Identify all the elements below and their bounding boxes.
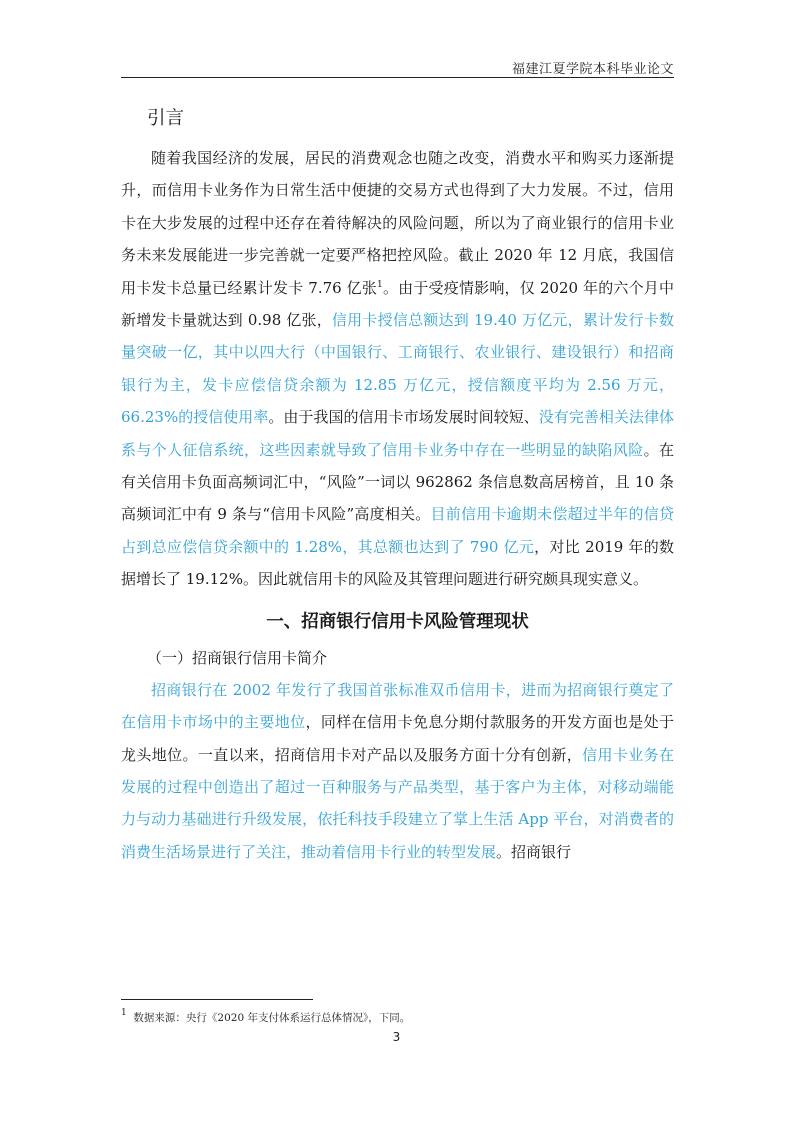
section-title-intro: 引言 — [147, 108, 185, 129]
footnote-mark: 1 — [121, 1008, 127, 1018]
text-run: ，同样在信用卡免息分期付款服务的开发方面也是处于龙头地位。一直以来，招商信用卡对产品以及服务方面十分有创新， — [121, 713, 674, 764]
highlighted-text: 信用卡业务在发展的过程中创造出了超过一百种服务与产品类型，基于客户为主体，对移动端能力与动力基础进行升级发展，依托科技手段建立了掌上生活 App 平台，对消费者的消费生活场景进行了关注，推动着信用卡行业的转型发展 — [121, 745, 674, 861]
text-run: 。招商银行 — [496, 842, 572, 861]
highlighted-text: 目前信用卡逾期未偿超过半年的信贷占到总应偿信贷余额中的 1.28%，其总额也达到了 790 亿元 — [121, 505, 674, 556]
footnote — [121, 1010, 410, 1025]
text-run: 。在有关信用卡负面高频词汇中，“风险”一词以 962862 条信息数高居榜首，且 10 条高频词汇中有 9 条与“信用卡风险”高度相关。 — [121, 440, 674, 524]
text-run: 随着我国经济的发展，居民的消费观念也随之改变，消费水平和购买力逐渐提升，而信用卡业务作为日常生活中便捷的交易方式也得到了大力发展。不过，信用卡在大步发展的过程中还存在着待解决的风险问题，所以为了商业银行的信用卡业务未来发展能进一步完善就一定要严格把控风险。截止 2020 年 12 月底，我国信用卡发卡总量已经累计发卡 7.76 亿张 — [121, 149, 674, 297]
highlighted-text: 招商银行在 2002 年发行了我国首张标准双币信用卡，进而为招商银行奠定了在信用卡市场中的主要地位 — [121, 680, 674, 732]
header-rule — [121, 77, 674, 78]
running-header: 福建江夏学院本科毕业论文 — [511, 62, 674, 77]
main-content — [121, 104, 674, 868]
text-run: 。由于我国的信用卡市场发展时间较短、 — [268, 408, 539, 427]
subsection-heading: （一）招商银行信用卡简介 — [147, 648, 328, 667]
highlighted-text: 没有完善相关法律体系与个人征信系统，这些因素就导致了信用卡业务中存在一些明显的缺陷风险 — [121, 408, 674, 459]
footnote-ref: 1 — [377, 279, 383, 290]
text-run: 。由于受疫情影响，仅 2020 年的六个月中新增发卡量就达到 0.98 亿张， — [121, 278, 674, 330]
page-number: 3 — [392, 1030, 401, 1044]
text-run: ，对比 2019 年的数据增长了 19.12%。因此就信用卡的风险及其管理问题进行研究颇具现实意义。 — [121, 537, 675, 589]
footnote-text: 数据来源：央行《2020 年支付体系运行总体情况》，下同。 — [133, 1012, 411, 1024]
highlighted-text: 信用卡授信总额达到 19.40 万亿元，累计发行卡数量突破一亿，其中以四大行（中国银行、工商银行、农业银行、建设银行）和招商银行为主，发卡应偿信贷余额为 12.85 万亿元，授信额度平均为 2.56 万元，66.23%的授信使用率 — [121, 311, 674, 427]
intro-paragraph — [121, 142, 674, 596]
footnote-rule — [121, 999, 313, 1000]
chapter-heading: 一、招商银行信用卡风险管理现状 — [266, 611, 529, 632]
subsection-paragraph — [121, 674, 674, 868]
